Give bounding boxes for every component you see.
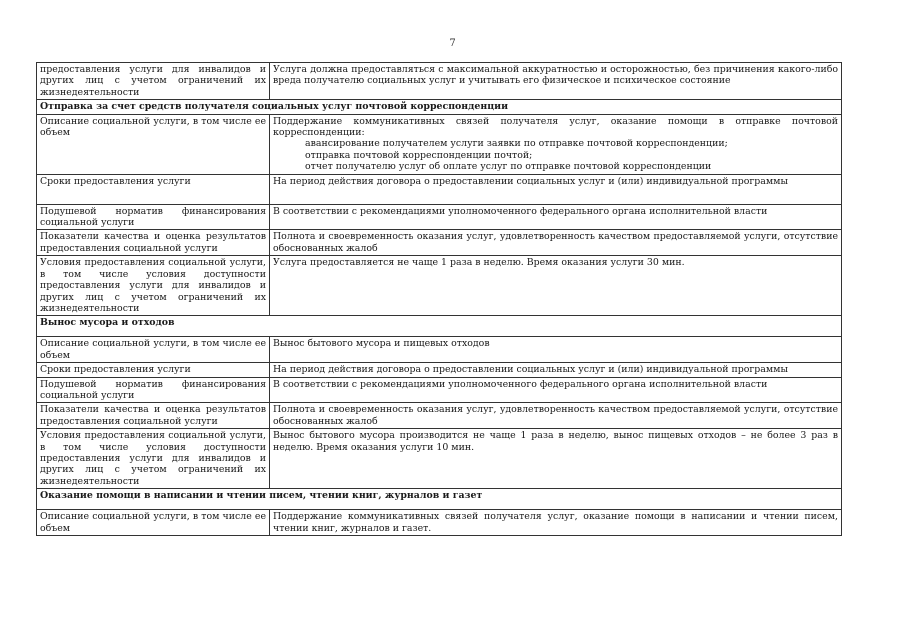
- row-value: На период действия договора о предоставлении социальных услуг и (или) индивидуальной программы: [270, 363, 842, 377]
- section-row: [37, 316, 842, 337]
- section-title: Оказание помощи в написании и чтении писем, чтении книг, журналов и газет: [37, 489, 842, 510]
- list-item: авансирование получателем услуги заявки по отправке почтовой корреспонденции;: [305, 138, 728, 150]
- row-label: Описание социальной услуги, в том числе ее объем: [37, 114, 270, 174]
- table-row: [37, 230, 842, 256]
- table-row: [37, 114, 842, 174]
- section-title: Отправка за счет средств получателя социальных услуг почтовой корреспонденции: [37, 100, 842, 114]
- row-value: Услуга предоставляется не чаще 1 раза в неделю. Время оказания услуги 30 мин.: [270, 256, 842, 316]
- services-table: [36, 62, 842, 536]
- row-value: На период действия договора о предоставлении социальных услуг и (или) индивидуальной программы: [270, 174, 842, 204]
- table-row: [37, 429, 842, 489]
- list-item: отчет получателю услуг об оплате услуг по отправке почтовой корреспонденции: [305, 161, 712, 173]
- row-value: В соответствии с рекомендациями уполномоченного федерального органа исполнительной власти: [270, 204, 842, 230]
- row-value: В соответствии с рекомендациями уполномоченного федерального органа исполнительной власти: [270, 377, 842, 403]
- table-row: [37, 363, 842, 377]
- table-row: [37, 256, 842, 316]
- table-row: [37, 63, 842, 100]
- row-label: Сроки предоставления услуги: [37, 174, 270, 204]
- table-row: [37, 510, 842, 536]
- row-label: Условия предоставления социальной услуги, в том числе условия доступности предоставления услуги для инвалидов и других лиц с учетом ограничений их жизнедеятельности: [37, 256, 270, 316]
- row-value: Поддержание коммуникативных связей получателя услуг, оказание помощи в написании и чтении писем, чтении книг, журналов и газет.: [270, 510, 842, 536]
- page-number: 7: [449, 38, 456, 49]
- row-value: Полнота и своевременность оказания услуг, удовлетворенность качеством предоставляемой услуги, отсутствие обоснованных жалоб: [270, 230, 842, 256]
- row-value-intro: Поддержание коммуникативных связей получателя услуг, оказание помощи в отправке почтовой корреспонденции:: [273, 115, 838, 139]
- table-row: [37, 403, 842, 429]
- row-value: Услуга должна предоставляться с максимальной аккуратностью и осторожностью, без причинения какого-либо вреда получателю социальных услуг и учитывать его физическое и психическое состояние: [270, 63, 842, 100]
- row-label: Сроки предоставления услуги: [37, 363, 270, 377]
- table-row: [37, 377, 842, 403]
- row-value: Полнота и своевременность оказания услуг, удовлетворенность качеством предоставляемой услуги, отсутствие обоснованных жалоб: [270, 403, 842, 429]
- table-row: [37, 204, 842, 230]
- row-label: Условия предоставления социальной услуги, в том числе условия доступности предоставления услуги для инвалидов и других лиц с учетом ограничений их жизнедеятельности: [37, 429, 270, 489]
- section-row: [37, 489, 842, 510]
- row-label: Подушевой норматив финансирования социальной услуги: [37, 377, 270, 403]
- row-label: Описание социальной услуги, в том числе ее объем: [37, 337, 270, 363]
- list-item: отправка почтовой корреспонденции почтой;: [305, 149, 533, 161]
- row-label: предоставления услуги для инвалидов и других лиц с учетом ограничений их жизнедеятельности: [37, 63, 270, 100]
- section-title: Вынос мусора и отходов: [37, 316, 842, 337]
- row-value: Вынос бытового мусора и пищевых отходов: [270, 337, 842, 363]
- row-value: [270, 114, 842, 174]
- row-label: Показатели качества и оценка результатов предоставления социальной услуги: [37, 403, 270, 429]
- table-row: [37, 174, 842, 204]
- section-row: [37, 100, 842, 114]
- table-row: [37, 337, 842, 363]
- row-label: Показатели качества и оценка результатов предоставления социальной услуги: [37, 230, 270, 256]
- sub-list: [273, 138, 838, 172]
- row-value: Вынос бытового мусора производится не чаще 1 раза в неделю, вынос пищевых отходов – не более 3 раз в неделю. Время оказания услуги 10 мин.: [270, 429, 842, 489]
- row-label: Описание социальной услуги, в том числе ее объем: [37, 510, 270, 536]
- row-label: Подушевой норматив финансирования социальной услуги: [37, 204, 270, 230]
